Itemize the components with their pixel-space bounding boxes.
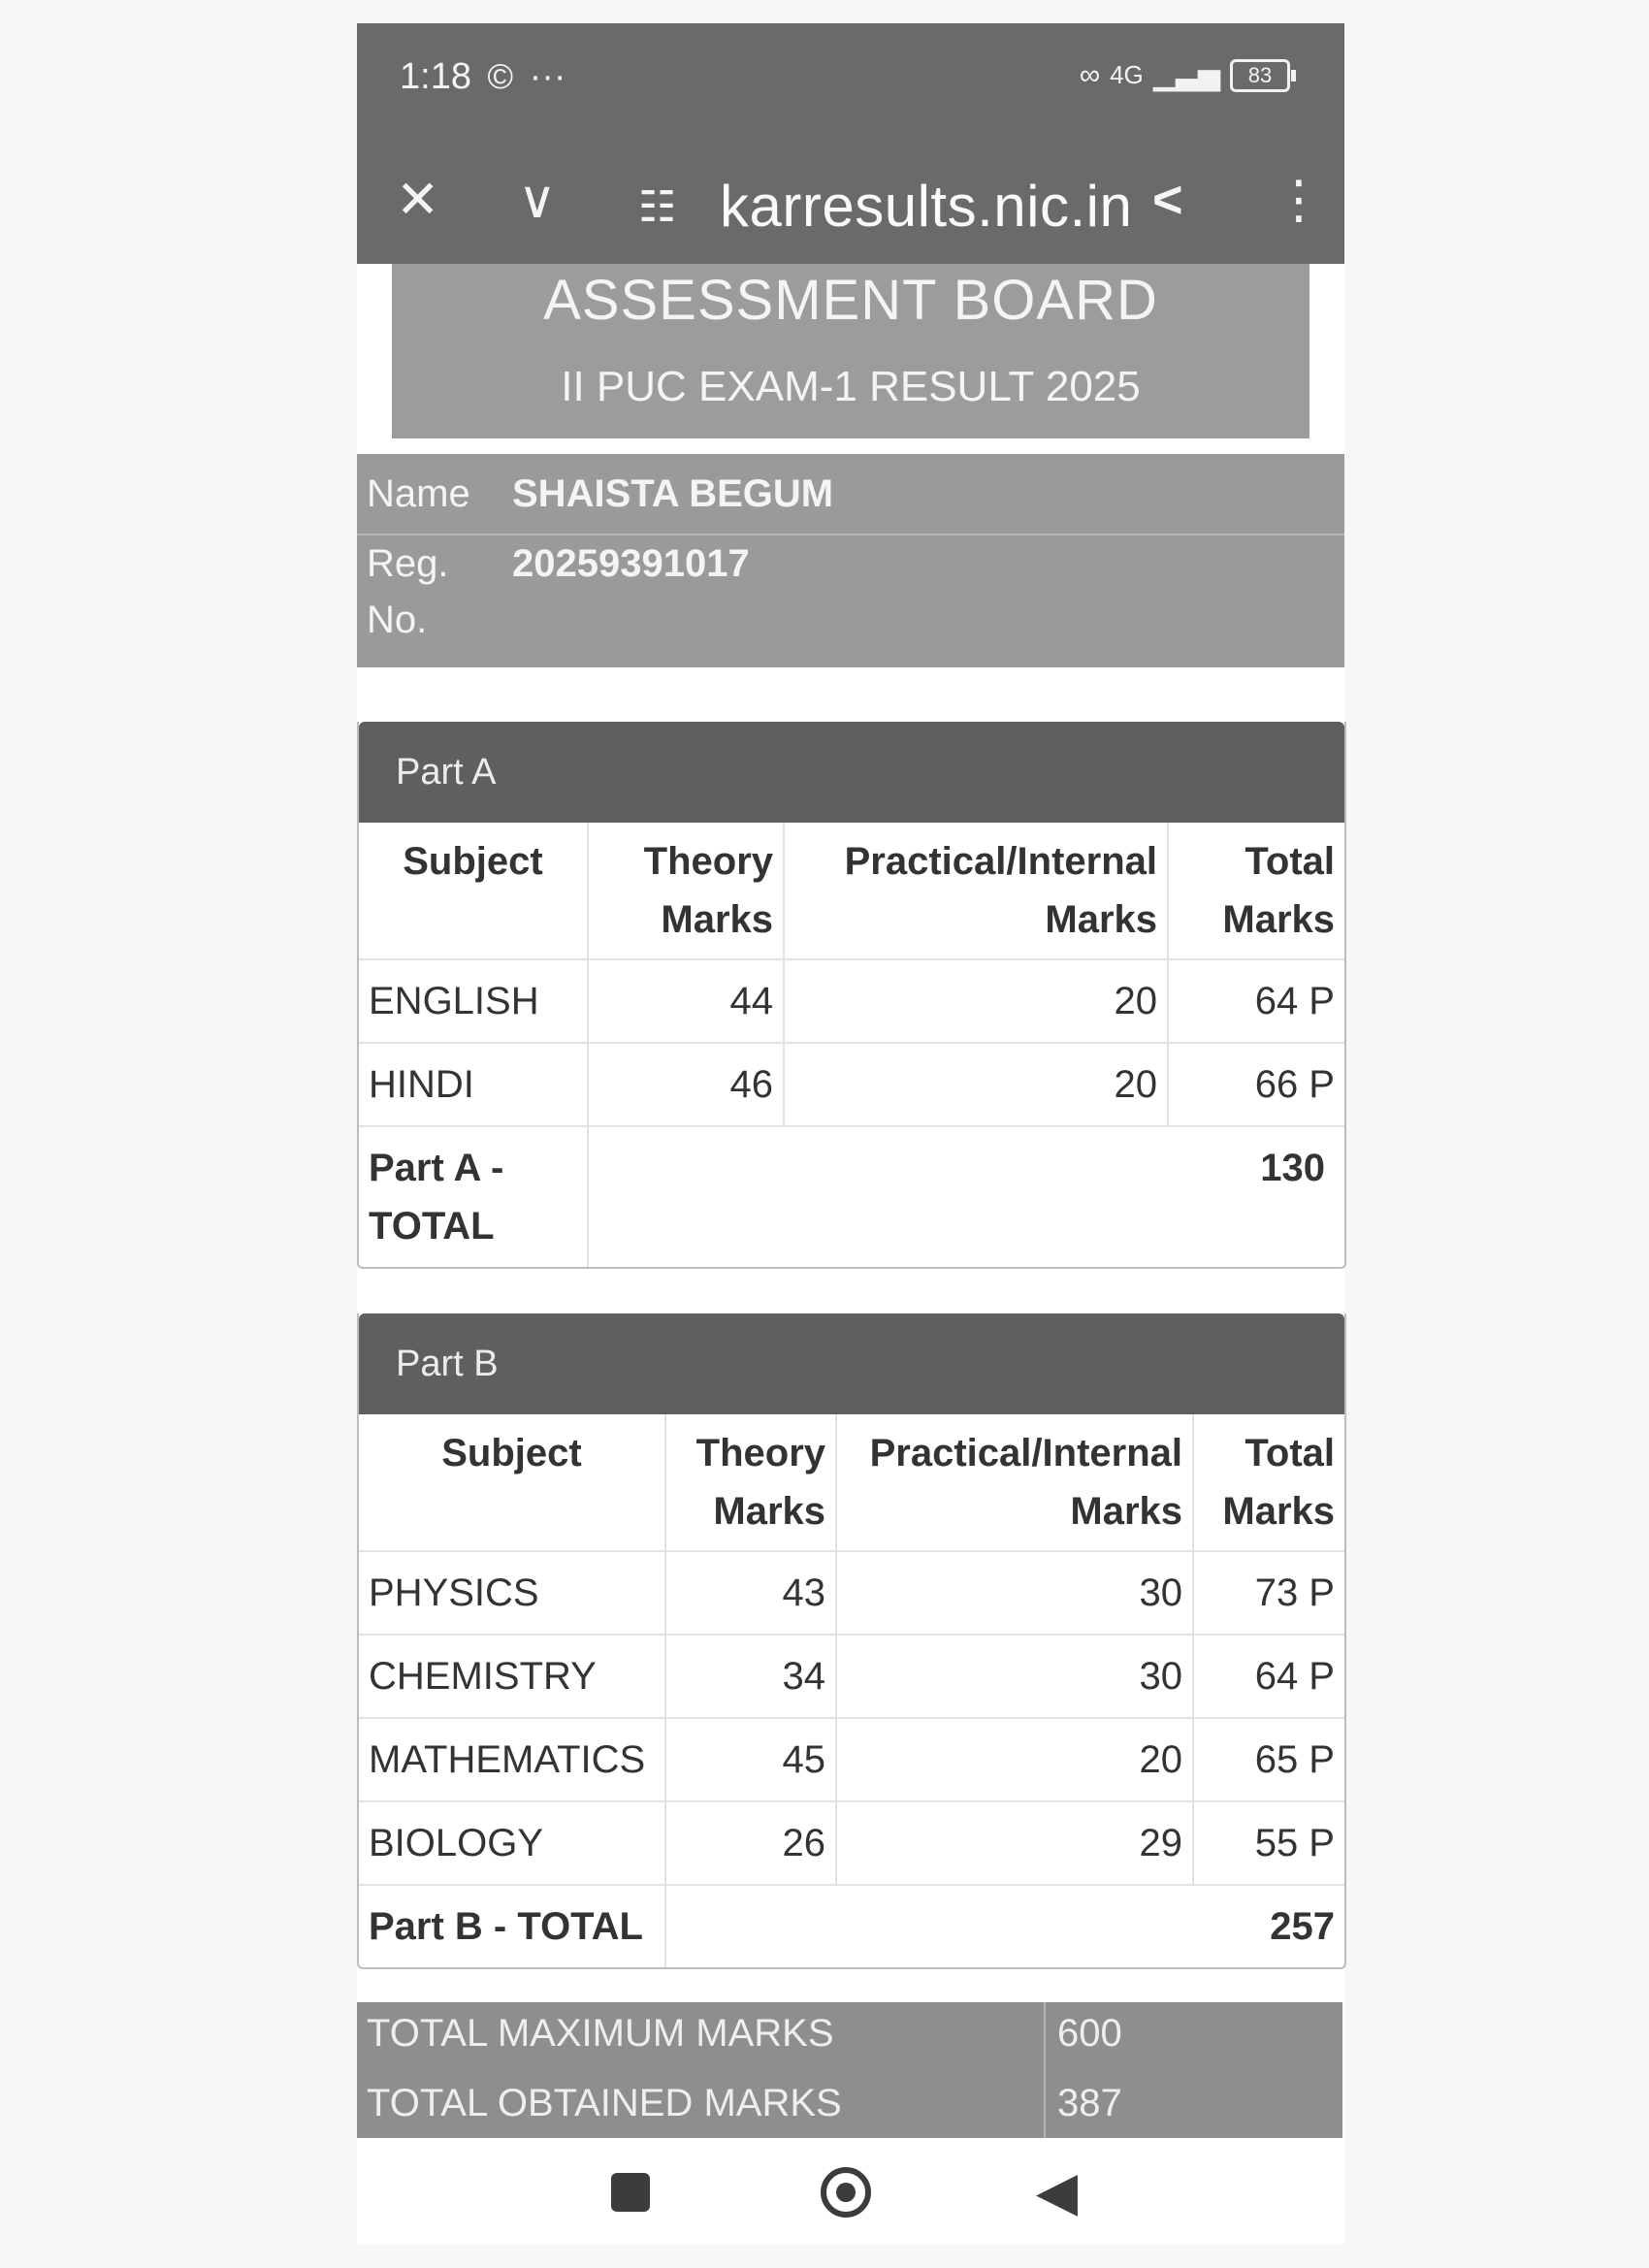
chevron-down-icon[interactable]: ∨ <box>518 171 557 229</box>
part-a-title: Part A <box>359 722 1344 823</box>
table-row <box>359 1551 1344 1635</box>
col-subject: Subject <box>359 1414 665 1551</box>
theory-cell: 44 <box>588 959 784 1043</box>
table-header-row <box>359 1414 1344 1551</box>
name-row <box>357 454 1344 535</box>
status-time-group <box>400 56 566 98</box>
col-theory: Theory Marks <box>665 1414 836 1551</box>
total-value: 257 <box>1270 1905 1335 1948</box>
col-practical: Practical/Internal Marks <box>784 823 1168 959</box>
url-bar[interactable]: karresults.nic.in <box>720 174 1133 239</box>
table-row <box>359 1043 1344 1126</box>
name-label: Name <box>367 472 470 515</box>
subject-cell: ENGLISH <box>359 959 588 1043</box>
col-total: Total Marks <box>1168 823 1344 959</box>
practical-cell: 30 <box>836 1551 1193 1635</box>
browser-top-bar <box>357 23 1344 264</box>
part-b-card <box>357 1313 1346 1969</box>
network-type: 4G <box>1110 60 1144 89</box>
total-cell: 64 P <box>1168 959 1344 1043</box>
more-notifications-icon: ··· <box>529 56 566 97</box>
obtained-marks-value: 387 <box>1057 2082 1122 2124</box>
table-row <box>359 959 1344 1043</box>
back-icon[interactable]: ◀ <box>1036 2160 1079 2221</box>
home-icon[interactable] <box>821 2167 871 2218</box>
subject-cell: PHYSICS <box>359 1551 665 1635</box>
table-header-row <box>359 823 1344 959</box>
theory-cell: 46 <box>588 1043 784 1126</box>
theory-cell: 34 <box>665 1635 836 1718</box>
part-a-table <box>359 823 1344 1267</box>
practical-cell: 20 <box>784 959 1168 1043</box>
max-marks-value: 600 <box>1057 2012 1122 2055</box>
col-total: Total Marks <box>1193 1414 1344 1551</box>
whatsapp-icon: © <box>487 56 514 96</box>
subject-cell: CHEMISTRY <box>359 1635 665 1718</box>
part-b-total-row <box>359 1885 1344 1967</box>
col-theory: Theory Marks <box>588 823 784 959</box>
total-label: Part A - TOTAL <box>359 1126 588 1267</box>
table-row <box>359 1801 1344 1885</box>
phone-screen <box>357 23 1344 2221</box>
total-cell: 65 P <box>1193 1718 1344 1801</box>
practical-cell: 29 <box>836 1801 1193 1885</box>
subject-cell: HINDI <box>359 1043 588 1126</box>
close-icon[interactable]: ✕ <box>396 171 440 229</box>
navigation-bar <box>357 2138 1344 2245</box>
total-cell: 64 P <box>1193 1635 1344 1718</box>
share-icon[interactable]: < <box>1152 171 1183 229</box>
total-value: 130 <box>1260 1147 1325 1189</box>
max-marks-label: TOTAL MAXIMUM MARKS <box>367 2012 834 2055</box>
student-info <box>357 454 1344 667</box>
practical-cell: 30 <box>836 1635 1193 1718</box>
more-menu-icon[interactable]: ⋮ <box>1273 171 1325 229</box>
hotspot-icon: ∞ <box>1079 58 1101 91</box>
obtained-marks-row <box>357 2072 1342 2138</box>
subject-cell: BIOLOGY <box>359 1801 665 1885</box>
status-bar <box>357 23 1344 130</box>
col-subject: Subject <box>359 823 588 959</box>
signal-icon: ▁▃▅ <box>1152 59 1220 91</box>
status-time: 1:18 <box>400 56 471 97</box>
recents-icon[interactable] <box>611 2173 650 2212</box>
board-header <box>392 254 1310 438</box>
reg-label: Reg. No. <box>367 542 449 641</box>
practical-cell: 20 <box>784 1043 1168 1126</box>
reg-row <box>357 535 1344 667</box>
part-b-title: Part B <box>359 1313 1344 1414</box>
total-label: Part B - TOTAL <box>359 1885 665 1967</box>
part-a-card <box>357 722 1346 1269</box>
reg-number: 20259391017 <box>512 542 750 585</box>
total-cell: 73 P <box>1193 1551 1344 1635</box>
board-title: ASSESSMENT BOARD <box>543 269 1158 332</box>
browser-toolbar <box>357 149 1344 256</box>
col-practical: Practical/Internal Marks <box>836 1414 1193 1551</box>
max-marks-row <box>357 2002 1342 2072</box>
table-row <box>359 1635 1344 1718</box>
status-indicators <box>1080 58 1290 92</box>
obtained-marks-label: TOTAL OBTAINED MARKS <box>367 2082 842 2124</box>
total-cell: 66 P <box>1168 1043 1344 1126</box>
theory-cell: 26 <box>665 1801 836 1885</box>
total-cell: 55 P <box>1193 1801 1344 1885</box>
theory-cell: 43 <box>665 1551 836 1635</box>
marks-summary <box>357 2002 1342 2138</box>
part-b-table <box>359 1414 1344 1967</box>
student-name: SHAISTA BEGUM <box>512 472 834 515</box>
battery-icon: 83 <box>1230 59 1290 92</box>
subject-cell: MATHEMATICS <box>359 1718 665 1801</box>
site-settings-icon[interactable]: ☷ <box>638 183 677 231</box>
practical-cell: 20 <box>836 1718 1193 1801</box>
part-a-total-row <box>359 1126 1344 1267</box>
theory-cell: 45 <box>665 1718 836 1801</box>
exam-title: II PUC EXAM-1 RESULT 2025 <box>561 363 1141 410</box>
table-row <box>359 1718 1344 1801</box>
